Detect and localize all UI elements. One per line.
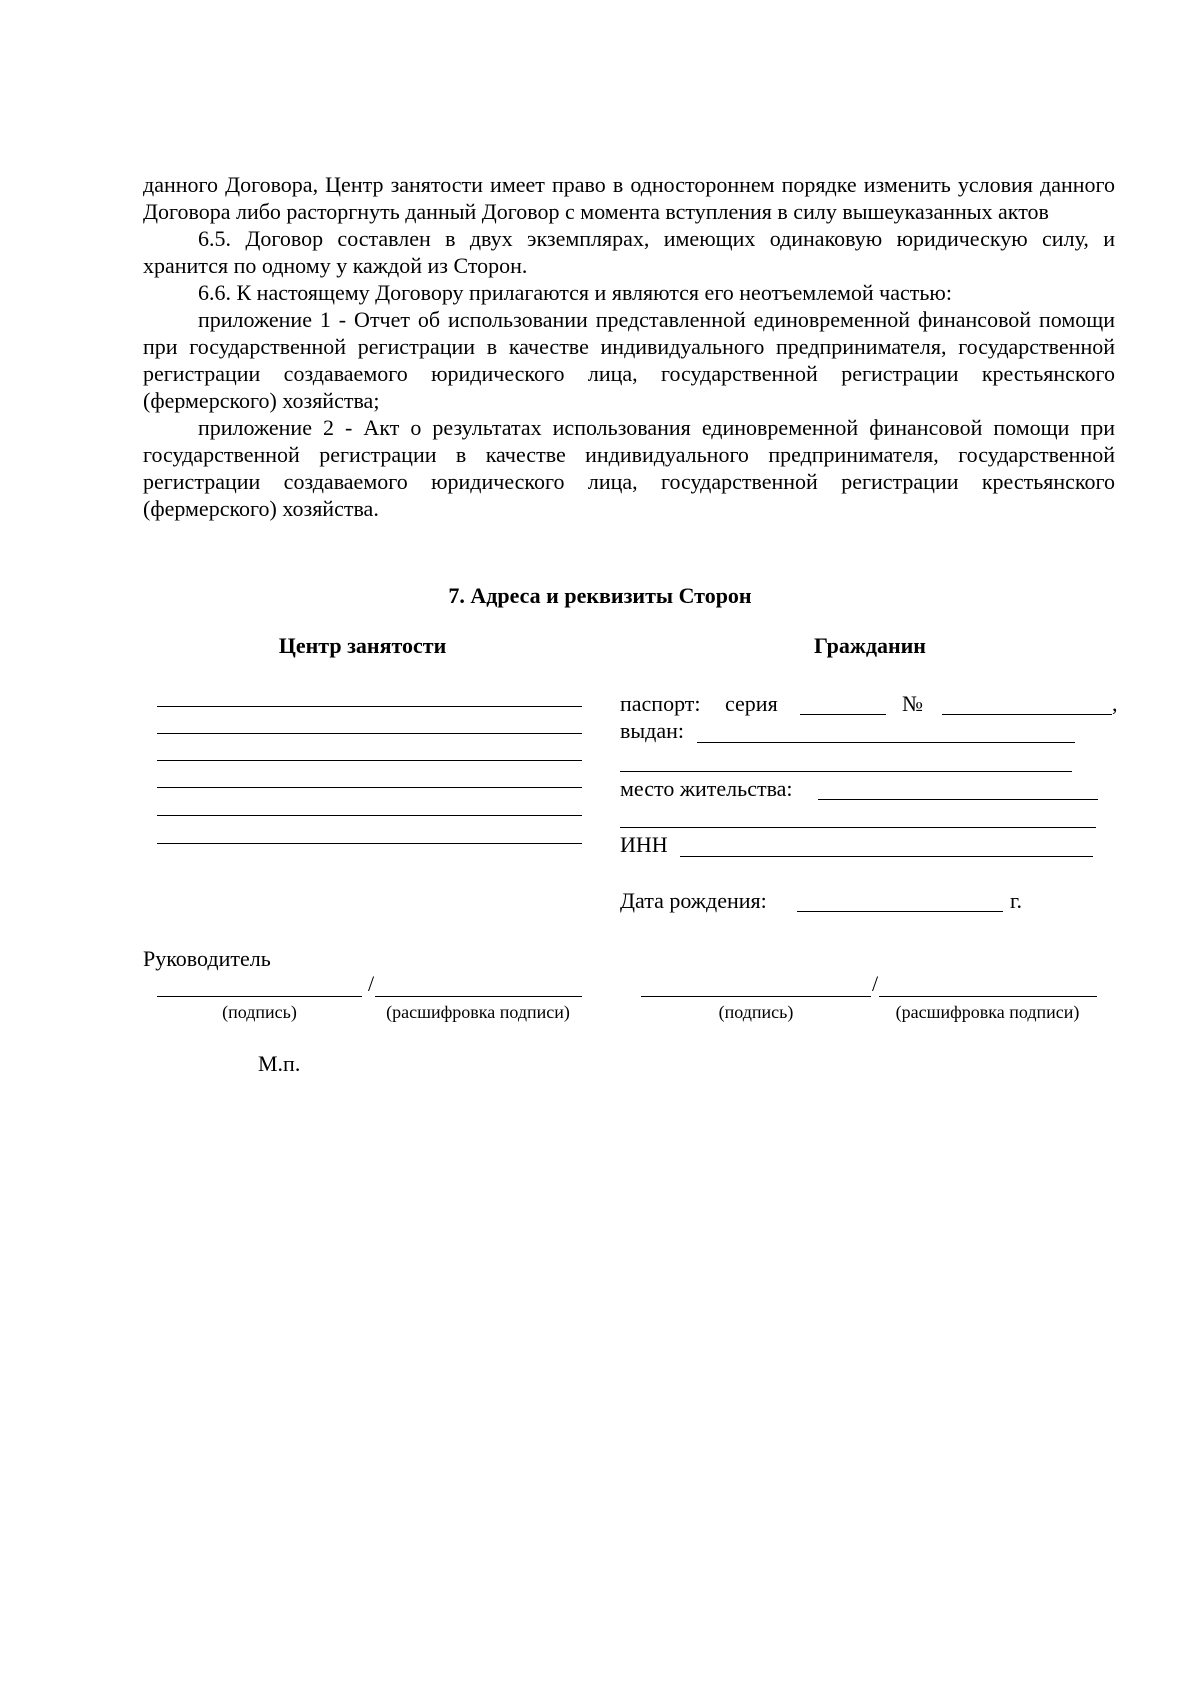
citizen-heading: Гражданин	[814, 633, 926, 658]
residence-field-2[interactable]	[620, 827, 1096, 828]
passport-number-field[interactable]	[942, 714, 1112, 715]
employment-center-details-line[interactable]	[157, 787, 582, 788]
paragraph-6-6: 6.6. К настоящему Договору прилагаются и являются его неотъемлемой частью:	[198, 280, 952, 305]
employment-center-details-line[interactable]	[157, 733, 582, 734]
paragraph-continuation: данного Договора, Центр занятости имеет право в одностороннем порядке изменить условия данного Договора либо расторгнуть данный Договор с момента вступления в силу вышеуказанных актов	[143, 172, 1115, 224]
left-signature-caption: (подпись)	[222, 1002, 297, 1022]
birth-date-label: Дата рождения:	[620, 888, 767, 913]
left-slash: /	[368, 971, 375, 996]
paragraph-6-5: 6.5. Договор составлен в двух экземплярах, имеющих одинаковую юридическую силу, и хранится по одному у каждой из Сторон.	[143, 226, 1115, 278]
birth-date-field[interactable]	[797, 911, 1003, 912]
head-label: Руководитель	[143, 946, 271, 971]
passport-series-field[interactable]	[800, 714, 886, 715]
left-signature-field[interactable]	[157, 996, 362, 997]
inn-label: ИНН	[620, 832, 668, 857]
residence-label: место жительства:	[620, 776, 793, 801]
employment-center-details-line[interactable]	[157, 843, 582, 844]
comma: ,	[1112, 691, 1118, 716]
employment-center-details-line[interactable]	[157, 760, 582, 761]
right-decode-caption: (расшифровка подписи)	[895, 1002, 1080, 1022]
issued-label: выдан:	[620, 718, 685, 743]
number-label: №	[902, 691, 923, 716]
employment-center-heading: Центр занятости	[278, 633, 447, 658]
issued-by-field-2[interactable]	[620, 771, 1072, 772]
seal-placeholder: М.п.	[258, 1051, 301, 1076]
section-title: 7. Адреса и реквизиты Сторон	[448, 583, 752, 608]
left-signature-decode-field[interactable]	[375, 996, 582, 997]
series-label: серия	[725, 691, 778, 716]
right-signature-caption: (подпись)	[718, 1002, 794, 1022]
right-signature-field[interactable]	[641, 996, 871, 997]
employment-center-details-line[interactable]	[157, 706, 582, 707]
contract-body	[143, 171, 1115, 522]
right-signature-decode-field[interactable]	[879, 996, 1097, 997]
passport-label: паспорт:	[620, 691, 701, 716]
employment-center-details-line[interactable]	[157, 815, 582, 816]
residence-field[interactable]	[818, 799, 1098, 800]
issued-by-field[interactable]	[697, 742, 1075, 743]
left-decode-caption: (расшифровка подписи)	[386, 1002, 570, 1022]
right-slash: /	[872, 971, 879, 996]
year-suffix: г.	[1010, 888, 1023, 913]
inn-field[interactable]	[680, 856, 1093, 857]
appendix-2: приложение 2 - Акт о результатах использования единовременной финансовой помощи при государственной регистрации в качестве индивидуального предпринимателя, государственной регистрации создаваемого юридического лица, государственной регистрации крестьянского (фермерского) хозяйства.	[143, 415, 1115, 521]
appendix-1: приложение 1 - Отчет об использовании представленной единовременной финансовой помощи при государственной регистрации в качестве индивидуального предпринимателя, государственной регистрации создаваемого юридического лица, государственной регистрации крестьянского (фермерского) хозяйства;	[143, 307, 1115, 413]
